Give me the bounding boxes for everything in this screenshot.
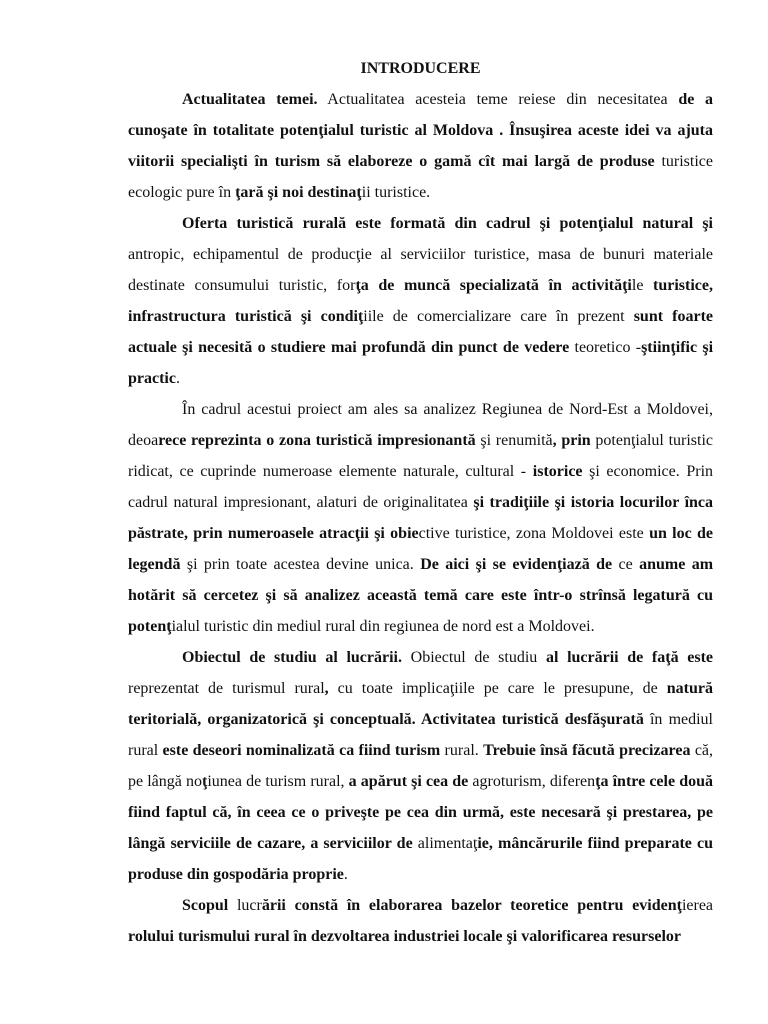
- bold-text-run: sunt foarte actuale şi necesită o studiere mai profundă din punct de vedere: [128, 308, 713, 356]
- bold-text-run: a apărut şi cea de: [348, 773, 469, 790]
- bold-text-run: Actualitatea temei.: [182, 91, 318, 108]
- bold-text-run: rece reprezinta o zona turistică impresionantă: [158, 432, 476, 449]
- bold-text-run: ţ: [202, 773, 208, 790]
- bold-text-run: , prin: [552, 432, 591, 449]
- text-run: şi renumită: [475, 432, 553, 449]
- text-run: rural.: [440, 742, 484, 759]
- bold-text-run: este deseori nominalizată ca fiind turism: [162, 742, 441, 759]
- text-run: alimentaţ: [412, 835, 478, 852]
- text-run: în mediul rural: [128, 711, 714, 759]
- bold-text-run: ie, mâncărurile fiind preparate cu produse din gospodăria proprie: [128, 835, 714, 883]
- text-run: antropic, echipamentul de producţie al serviciilor turistice, masa de bunuri materiale destinate consumului turistic, for: [128, 246, 713, 294]
- text-run: Actualitatea acesteia teme reiese din necesitatea: [317, 91, 679, 108]
- paragraph: [128, 208, 713, 394]
- text-run: iile de comercializare care în prezent: [363, 308, 634, 325]
- text-run: cu toate implicaţiile pe care le presupune, de: [328, 680, 667, 697]
- bold-text-run: ţa între cele două fiind faptul că, în ceea ce o priveşte pe cea din urmă, este necesară şi prestarea, pe lângă serviciile de cazare, a serviciilor de: [128, 773, 713, 852]
- bold-text-run: turistice, infrastructura turistică şi condiţ: [128, 277, 714, 325]
- text-run: reprezentat de turismul rural: [128, 680, 325, 697]
- bold-text-run: ării constă în elaborarea bazelor teoretice pentru evidenţ: [261, 897, 682, 914]
- text-run: le: [631, 277, 654, 294]
- bold-text-run: Scopul: [182, 897, 229, 914]
- page-title: INTRODUCERE: [360, 60, 481, 77]
- text-run: ce: [612, 556, 640, 573]
- text-run: .: [175, 370, 180, 387]
- bold-text-run: ţa de muncă specializată în activităţi: [355, 277, 632, 294]
- bold-text-run: natură teritorială, organizatorică şi conceptuală. Activitatea turistică desfăşurată: [128, 680, 714, 728]
- bold-text-run: rolului turismului rural în dezvoltarea industriei locale şi valorificarea resurselor: [128, 928, 681, 945]
- text-run: ii turistice.: [361, 184, 431, 201]
- text-run: În cadrul acestui proiect am ales sa analizez Regiunea de Nord-Est a Moldovei, deoa: [128, 401, 713, 449]
- bold-text-run: Trebuie însă făcută precizarea: [483, 742, 691, 759]
- bold-text-run: ştiinţific şi practic: [128, 339, 714, 387]
- text-run: potenţialul turistic ridicat, ce cuprinde numeroase elemente naturale, cultural -: [128, 432, 714, 480]
- text-run: Obiectul de studiu: [402, 649, 546, 666]
- bold-text-run: Obiectul de studiu al lucrării.: [182, 649, 402, 666]
- bold-text-run: de a cunoşate în totalitate potenţialul turistic al Moldova . Însuşirea aceste idei va ajuta viitorii specialişti în turism să elaboreze o gamă cît mai largă de produse: [128, 91, 714, 170]
- paragraph: [128, 84, 713, 208]
- text-run: ctive turistice, zona Moldovei este: [418, 525, 650, 542]
- text-run: ierea: [681, 897, 714, 914]
- bold-text-run: De aici şi se evidenţiază de: [420, 556, 613, 573]
- text-run: turistice ecologic pure în: [128, 153, 713, 201]
- text-run: şi economice. Prin cadrul natural impresionant, alaturi de originalitatea: [128, 463, 714, 511]
- text-run: iunea de turism rural,: [207, 773, 349, 790]
- bold-text-run: istorice: [532, 463, 583, 480]
- text-run: agroturism, diferen: [468, 773, 596, 790]
- paragraph: [128, 890, 713, 952]
- text-run: şi prin toate acestea devine unica.: [180, 556, 421, 573]
- text-run: teoretico -: [569, 339, 642, 356]
- bold-text-run: ţară şi noi destinaţ: [235, 184, 362, 201]
- bold-text-run: un loc de legendă: [128, 525, 714, 573]
- bold-text-run: şi tradiţiile şi istoria locurilor înca păstrate, prin numeroasele atracţii şi obie: [128, 494, 714, 542]
- document-body: [128, 84, 713, 952]
- paragraph: [128, 394, 713, 642]
- text-run: ialul turistic din mediul rural din regiunea de nord est a Moldovei.: [171, 618, 595, 635]
- document-page: [128, 56, 713, 952]
- text-run: lucr: [228, 897, 262, 914]
- bold-text-run: Oferta turistică rurală este formată din cadrul şi potenţialul natural şi: [182, 215, 713, 232]
- bold-text-run: anume am hotărit să cercetez şi să analizez această temă care este într-o strînsă legatură cu potenţ: [128, 556, 714, 635]
- bold-text-run: al lucrării de faţă este: [545, 649, 714, 666]
- paragraph: [128, 642, 713, 890]
- bold-text-run: ,: [324, 680, 329, 697]
- text-run: că, pe lângă no: [128, 742, 714, 790]
- text-run: .: [343, 866, 348, 883]
